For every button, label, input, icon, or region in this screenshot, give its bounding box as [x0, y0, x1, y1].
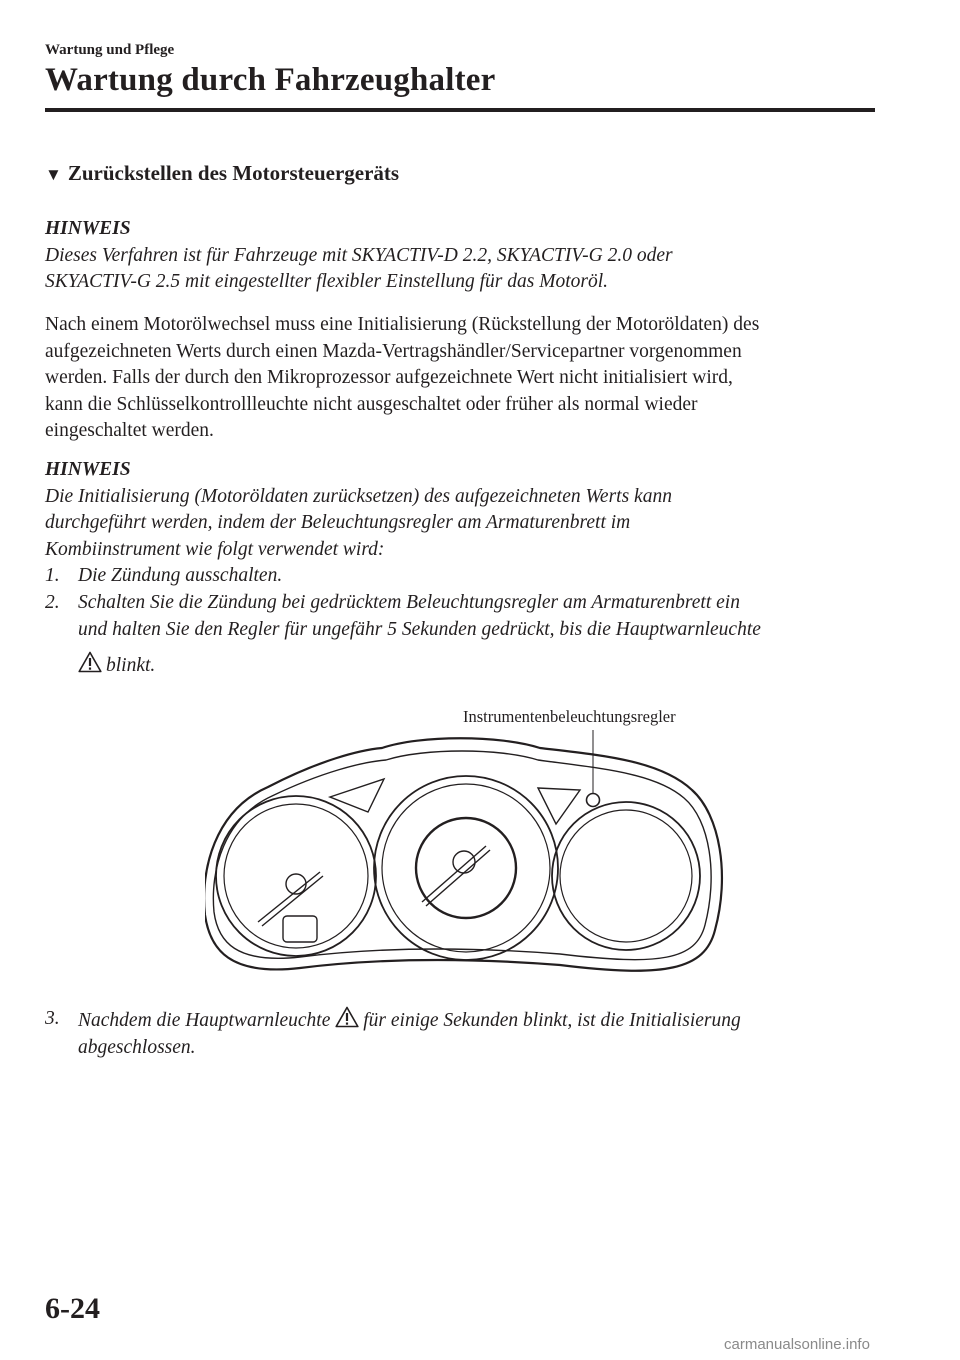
paragraph-line: kann die Schlüsselkontrollleuchte nicht ausgeschaltet oder früher als normal wieder	[45, 393, 698, 415]
subheading	[45, 161, 399, 186]
step-text-tail	[78, 651, 875, 680]
note-2-line: Die Initialisierung (Motoröldaten zurücksetzen) des aufgezeichneten Werts kann	[45, 485, 672, 507]
step-text-after-icon: für einige Sekunden blinkt, ist die Initialisierung	[363, 1010, 741, 1031]
warning-triangle-icon	[78, 651, 102, 673]
paragraph-line: aufgezeichneten Werts durch einen Mazda-Vertragshändler/Servicepartner vorgenommen	[45, 340, 742, 362]
step-number: 3.	[45, 1008, 60, 1029]
note-1-line: Dieses Verfahren ist für Fahrzeuge mit SKYACTIV-D 2.2, SKYACTIV-G 2.0 oder	[45, 244, 673, 266]
right-gauge-bezel	[552, 802, 700, 950]
title-rule	[45, 108, 875, 112]
step-1	[45, 563, 875, 590]
step-text: Schalten Sie die Zündung bei gedrücktem Beleuchtungsregler am Armaturenbrett ein	[78, 592, 740, 613]
center-gauge-hub	[453, 851, 475, 873]
left-gauge-display	[283, 916, 317, 942]
step-text-before-icon: Nachdem die Hauptwarnleuchte	[78, 1010, 331, 1031]
figure-callout-label: Instrumentenbeleuchtungsregler	[463, 707, 676, 726]
center-gauge-dial	[382, 784, 550, 952]
left-gauge-needle	[258, 872, 320, 922]
right-gauge-dial	[560, 810, 692, 942]
subheading-text: Zurückstellen des Motorsteuergeräts	[67, 161, 400, 185]
note-1	[45, 216, 875, 296]
center-gauge-inner-ring	[416, 818, 516, 918]
paragraph-line: eingeschaltet werden.	[45, 420, 214, 441]
instrument-cluster-illustration	[205, 730, 735, 982]
note-2-line: Kombiinstrument wie folgt verwendet wird:	[45, 538, 385, 560]
note-2	[45, 457, 875, 563]
section-label: Wartung und Pflege	[45, 42, 175, 58]
step-tail-word: blinkt.	[106, 655, 156, 676]
step-text: und halten Sie den Regler für ungefähr 5 Sekunden gedrückt, bis die Hauptwarnleuchte	[78, 618, 761, 640]
step-number: 2.	[45, 592, 60, 613]
step-2	[45, 590, 875, 680]
step-text: abgeschlossen.	[78, 1036, 196, 1058]
center-gauge-needle	[422, 846, 486, 902]
step-number: 1.	[45, 565, 60, 586]
footer-watermark: carmanualsonline.info	[724, 1336, 870, 1353]
page-number: 6-24	[45, 1292, 100, 1325]
illumination-knob	[587, 794, 600, 807]
note-1-line: SKYACTIV-G 2.5 mit eingestellter flexibler Einstellung für das Motoröl.	[45, 271, 609, 292]
step-text	[78, 1006, 875, 1035]
note-2-label: HINWEIS	[45, 459, 131, 480]
paragraph-line: werden. Falls der durch den Mikroprozessor aufgezeichnete Wert nicht initialisiert wird,	[45, 367, 733, 388]
left-gauge-dial	[224, 804, 368, 948]
paragraph-line: Nach einem Motorölwechsel muss eine Initialisierung (Rückstellung der Motoröldaten) des	[45, 314, 760, 335]
warning-triangle-icon	[335, 1006, 359, 1028]
note-2-line: durchgeführt werden, indem der Beleuchtungsregler am Armaturenbrett im	[45, 512, 631, 533]
left-gauge-bezel	[216, 796, 376, 956]
body-paragraph	[45, 312, 875, 445]
note-1-label: HINWEIS	[45, 218, 131, 239]
triangle-bullet-icon: ▼	[45, 165, 62, 184]
center-gauge-bezel	[374, 776, 558, 960]
step-3	[45, 1006, 875, 1061]
step-text: Die Zündung ausschalten.	[78, 565, 283, 586]
chapter-title: Wartung durch Fahrzeughalter	[45, 62, 496, 98]
